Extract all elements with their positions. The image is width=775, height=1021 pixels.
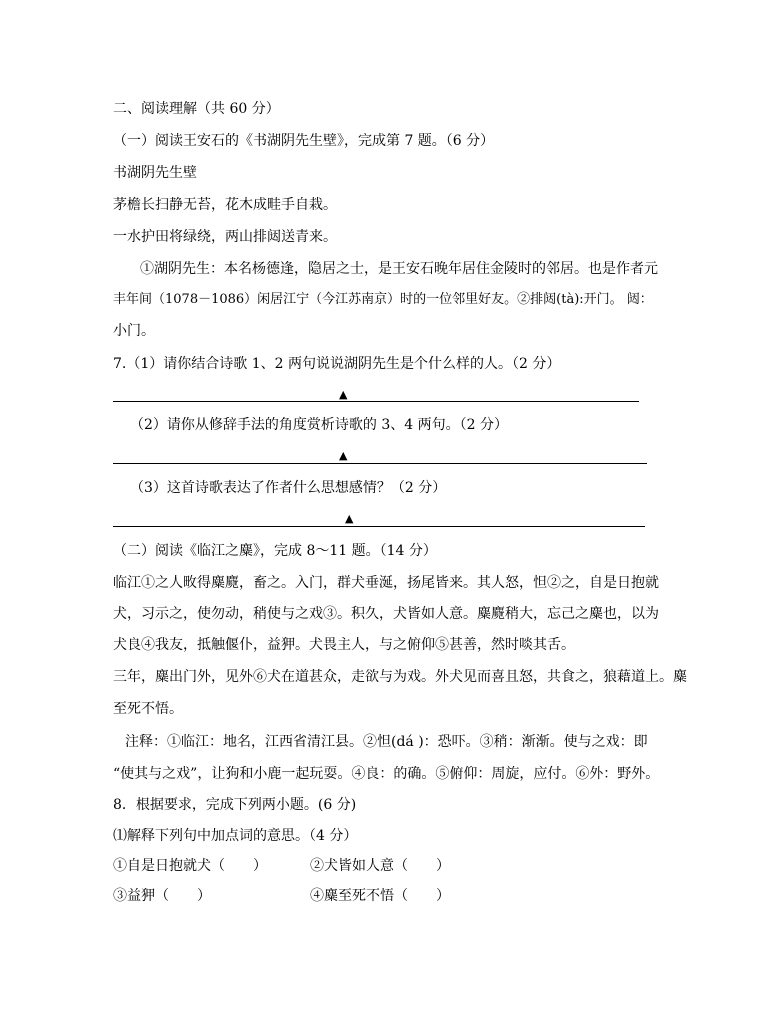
passage-note-line-2: “使其与之戏”，让狗和小鹿一起玩耍。④良：的确。⑤俯仰：周旋，应付。⑥外：野外。 bbox=[113, 766, 660, 782]
answer-marker-triangle-icon: ▲ bbox=[339, 388, 348, 401]
passage-note-line-1: 注释：①临江：地名，江西省清江县。②怛(dá )：恐吓。③稍：渐渐。使与之戏：即 bbox=[125, 734, 648, 750]
vocab-item-3: ③益狎（ ） bbox=[113, 888, 211, 904]
poem-line-1: 茅檐长扫静无苔，花木成畦手自栽。 bbox=[113, 197, 337, 213]
answer-marker-triangle-icon: ▲ bbox=[345, 512, 354, 525]
poem-line-2: 一水护田将绿绕，两山排闼送青来。 bbox=[113, 229, 337, 245]
poem-title: 书湖阴先生壁 bbox=[113, 165, 197, 181]
passage-line-5: 至死不悟。 bbox=[113, 701, 183, 717]
passage-line-3: 犬良④我友，抵触偃仆，益狎。犬畏主人，与之俯仰⑤甚善，然时啖其舌。 bbox=[113, 637, 575, 653]
question-8: 8．根据要求，完成下列两小题。(6 分) bbox=[113, 797, 357, 813]
passage-line-4: 三年，麋出门外，见外⑥犬在道甚众，走欲与为戏。外犬见而喜且怒，共食之，狼藉道上。麋 bbox=[113, 669, 687, 685]
poem-note-line-3: 小门。 bbox=[113, 323, 155, 339]
passage-line-1: 临江①之人畋得麋麑，畜之。入门，群犬垂涎，扬尾皆来。其人怒，怛②之，自是日抱就 bbox=[113, 575, 659, 591]
vocab-item-2: ②犬皆如人意（ ） bbox=[310, 858, 450, 874]
part1-heading: （一）阅读王安石的《书湖阴先生壁》，完成第 7 题。（6 分） bbox=[113, 133, 495, 149]
answer-line-7-1[interactable] bbox=[113, 401, 639, 402]
part2-heading: （二）阅读《临江之麋》，完成 8～11 题。（14 分） bbox=[113, 543, 437, 559]
answer-line-7-3[interactable] bbox=[113, 526, 645, 527]
vocab-item-1: ①自是日抱就犬（ ） bbox=[113, 858, 267, 874]
answer-line-7-2[interactable] bbox=[113, 463, 647, 464]
poem-note-line-2: 丰年间（1078－1086）闲居江宁（今江苏南京）时的一位邻里好友。②排闼(tà):开门。 闼： bbox=[113, 292, 653, 307]
question-7-1: 7.（1）请你结合诗歌 1、2 两句说说湖阴先生是个什么样的人。（2 分） bbox=[113, 356, 561, 372]
section-title: 二、阅读理解（共 60 分） bbox=[113, 101, 280, 117]
poem-note-line-1: ①湖阴先生：本名杨德逢，隐居之士，是王安石晚年居住金陵时的邻居。也是作者元 bbox=[140, 261, 658, 277]
vocab-item-4: ④麋至死不悟（ ） bbox=[310, 888, 450, 904]
passage-line-2: 犬，习示之，使勿动，稍使与之戏③。积久，犬皆如人意。麋麑稍大，忘己之麋也，以为 bbox=[113, 606, 659, 622]
question-8-1: ⑴解释下列句中加点词的意思。（4 分） bbox=[113, 828, 358, 844]
answer-marker-triangle-icon: ▲ bbox=[339, 449, 348, 462]
question-7-2: （2）请你从修辞手法的角度赏析诗歌的 3、4 两句。（2 分） bbox=[130, 417, 508, 433]
question-7-3: （3）这首诗歌表达了作者什么思想感情？（2 分） bbox=[130, 480, 447, 496]
